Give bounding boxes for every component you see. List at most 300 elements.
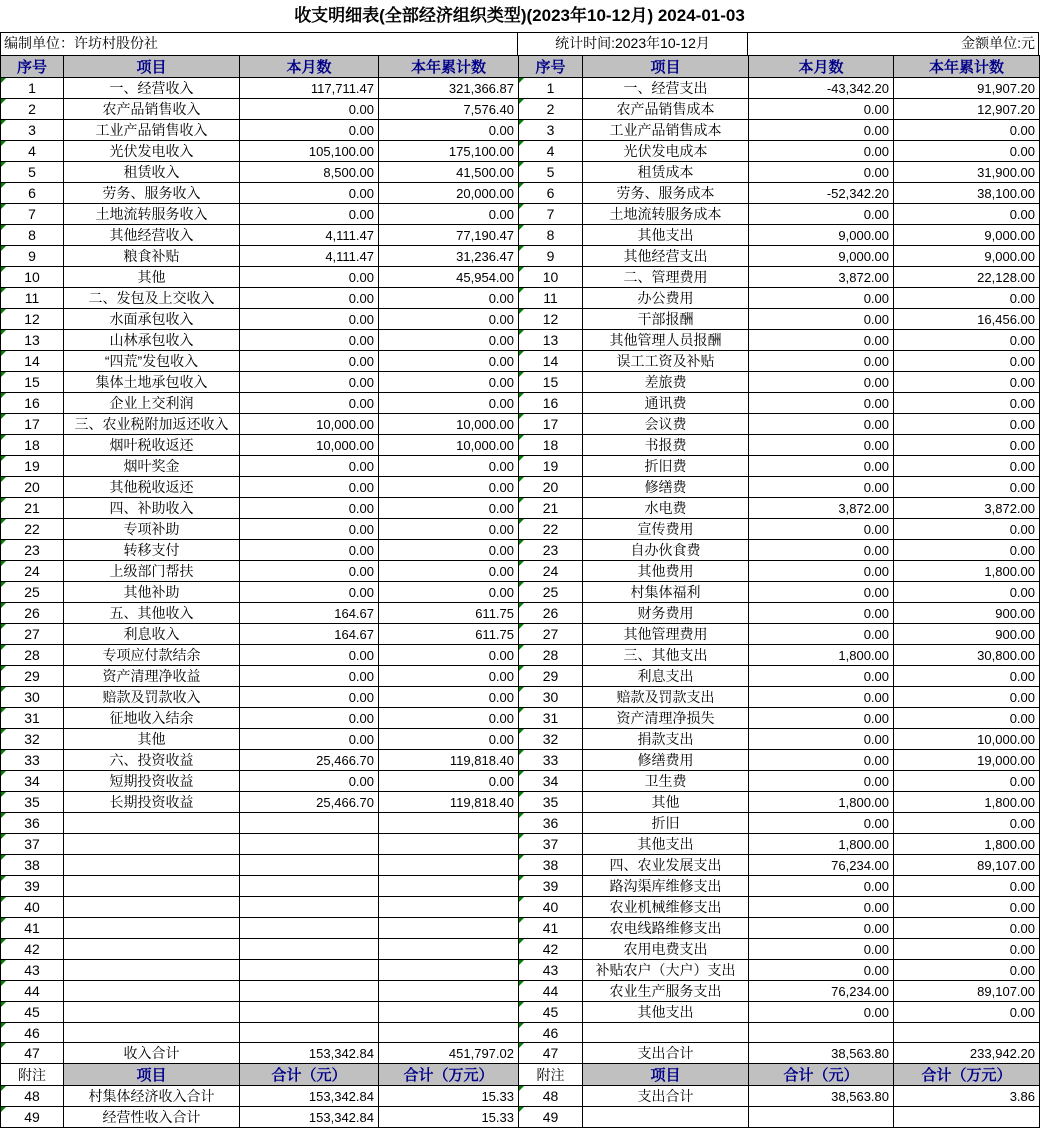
month-amount-cell[interactable] xyxy=(240,981,379,1002)
month-amount-cell[interactable]: 0.00 xyxy=(240,540,379,561)
item-name-cell[interactable]: 书报费 xyxy=(583,435,749,456)
item-name-cell[interactable]: 工业产品销售收入 xyxy=(64,120,240,141)
month-amount-cell[interactable]: 0.00 xyxy=(240,771,379,792)
row-number-cell[interactable] xyxy=(519,708,583,729)
row-number-cell[interactable] xyxy=(1,204,64,225)
year-total-cell[interactable]: 91,907.20 xyxy=(894,78,1040,99)
year-total-cell[interactable]: 611.75 xyxy=(379,603,519,624)
item-name-cell[interactable]: 其他经营支出 xyxy=(583,246,749,267)
row-number-cell[interactable] xyxy=(519,960,583,981)
year-total-cell[interactable] xyxy=(379,1002,519,1023)
year-total-cell[interactable]: 900.00 xyxy=(894,624,1040,645)
row-number-cell[interactable] xyxy=(519,372,583,393)
row-number-cell[interactable] xyxy=(519,267,583,288)
month-amount-cell[interactable]: 0.00 xyxy=(749,372,894,393)
item-name-cell[interactable]: 短期投资收益 xyxy=(64,771,240,792)
month-amount-cell[interactable]: 0.00 xyxy=(240,456,379,477)
row-number-cell[interactable] xyxy=(1,708,64,729)
row-number-cell[interactable] xyxy=(1,603,64,624)
item-name-cell[interactable] xyxy=(64,939,240,960)
year-total-cell[interactable]: 89,107.00 xyxy=(894,855,1040,876)
item-name-cell[interactable]: 上级部门帮扶 xyxy=(64,561,240,582)
row-number-cell[interactable] xyxy=(519,939,583,960)
item-name-cell[interactable]: 企业上交利润 xyxy=(64,393,240,414)
row-number-cell[interactable] xyxy=(519,918,583,939)
row-number-cell[interactable] xyxy=(1,939,64,960)
item-name-cell[interactable]: 路沟渠库维修支出 xyxy=(583,876,749,897)
year-total-cell[interactable]: 0.00 xyxy=(894,414,1040,435)
month-amount-cell[interactable]: 0.00 xyxy=(749,1002,894,1023)
year-total-cell[interactable]: 451,797.02 xyxy=(379,1043,519,1064)
row-number-cell[interactable] xyxy=(1,750,64,771)
month-amount-cell[interactable]: 1,800.00 xyxy=(749,645,894,666)
row-number-cell[interactable] xyxy=(519,897,583,918)
month-amount-cell[interactable]: 0.00 xyxy=(749,960,894,981)
year-total-cell[interactable]: 0.00 xyxy=(894,1002,1040,1023)
item-name-cell[interactable]: 补贴农户（大户）支出 xyxy=(583,960,749,981)
item-name-cell[interactable]: 农电线路维修支出 xyxy=(583,918,749,939)
year-total-cell[interactable]: 0.00 xyxy=(379,456,519,477)
row-number-cell[interactable] xyxy=(519,1107,583,1128)
month-amount-cell[interactable]: 164.67 xyxy=(240,603,379,624)
header-seq-right[interactable]: 序号 xyxy=(519,56,583,78)
month-amount-cell[interactable]: 3,872.00 xyxy=(749,498,894,519)
month-amount-cell[interactable]: 0.00 xyxy=(749,99,894,120)
row-number-cell[interactable] xyxy=(1,771,64,792)
month-amount-cell[interactable]: 0.00 xyxy=(749,141,894,162)
row-number-cell[interactable] xyxy=(519,246,583,267)
month-amount-cell[interactable]: 153,342.84 xyxy=(240,1086,379,1107)
row-number-cell[interactable] xyxy=(519,498,583,519)
row-number-cell[interactable] xyxy=(519,582,583,603)
year-total-cell[interactable]: 22,128.00 xyxy=(894,267,1040,288)
year-total-cell[interactable]: 0.00 xyxy=(894,477,1040,498)
row-number-cell[interactable] xyxy=(519,561,583,582)
item-name-cell[interactable] xyxy=(64,981,240,1002)
year-total-cell[interactable]: 0.00 xyxy=(379,666,519,687)
year-total-cell[interactable]: 0.00 xyxy=(379,519,519,540)
row-number-cell[interactable] xyxy=(1,624,64,645)
year-total-cell[interactable]: 45,954.00 xyxy=(379,267,519,288)
month-amount-cell[interactable]: 153,342.84 xyxy=(240,1107,379,1128)
year-total-cell[interactable]: 3.86 xyxy=(894,1086,1040,1107)
year-total-cell[interactable]: 3,872.00 xyxy=(894,498,1040,519)
month-amount-cell[interactable]: 9,000.00 xyxy=(749,246,894,267)
year-total-cell[interactable]: 0.00 xyxy=(894,687,1040,708)
year-total-cell[interactable]: 0.00 xyxy=(379,771,519,792)
year-total-cell[interactable]: 15.33 xyxy=(379,1107,519,1128)
month-amount-cell[interactable]: -43,342.20 xyxy=(749,78,894,99)
item-name-cell[interactable] xyxy=(64,855,240,876)
year-total-cell[interactable]: 77,190.47 xyxy=(379,225,519,246)
month-amount-cell[interactable]: 0.00 xyxy=(240,99,379,120)
year-total-cell[interactable]: 1,800.00 xyxy=(894,834,1040,855)
row-number-cell[interactable] xyxy=(1,141,64,162)
year-total-cell[interactable] xyxy=(379,1023,519,1043)
item-name-cell[interactable]: 办公费用 xyxy=(583,288,749,309)
item-name-cell[interactable]: 其他费用 xyxy=(583,561,749,582)
item-name-cell[interactable]: 其他税收返还 xyxy=(64,477,240,498)
year-total-cell[interactable]: 1,800.00 xyxy=(894,561,1040,582)
year-total-cell[interactable] xyxy=(379,918,519,939)
item-name-cell[interactable]: 劳务、服务成本 xyxy=(583,183,749,204)
year-total-cell[interactable]: 0.00 xyxy=(894,666,1040,687)
item-name-cell[interactable]: 四、农业发展支出 xyxy=(583,855,749,876)
item-name-cell[interactable]: 财务费用 xyxy=(583,603,749,624)
year-total-cell[interactable]: 0.00 xyxy=(379,708,519,729)
month-amount-cell[interactable]: 0.00 xyxy=(240,561,379,582)
year-total-cell[interactable]: 0.00 xyxy=(379,687,519,708)
item-name-cell[interactable]: 利息支出 xyxy=(583,666,749,687)
year-total-cell[interactable] xyxy=(379,813,519,834)
month-amount-cell[interactable] xyxy=(240,855,379,876)
item-name-cell[interactable]: 误工工资及补贴 xyxy=(583,351,749,372)
item-name-cell[interactable]: 其他管理人员报酬 xyxy=(583,330,749,351)
item-name-cell[interactable]: 六、投资收益 xyxy=(64,750,240,771)
month-amount-cell[interactable]: 117,711.47 xyxy=(240,78,379,99)
month-amount-cell[interactable]: 10,000.00 xyxy=(240,435,379,456)
item-name-cell[interactable]: 专项补助 xyxy=(64,519,240,540)
month-amount-cell[interactable]: 0.00 xyxy=(749,897,894,918)
year-total-cell[interactable]: 0.00 xyxy=(894,288,1040,309)
item-name-cell[interactable]: 修缮费用 xyxy=(583,750,749,771)
row-number-cell[interactable] xyxy=(1,876,64,897)
month-amount-cell[interactable]: 153,342.84 xyxy=(240,1043,379,1064)
row-number-cell[interactable] xyxy=(1,666,64,687)
item-name-cell[interactable]: 粮食补贴 xyxy=(64,246,240,267)
row-number-cell[interactable] xyxy=(519,624,583,645)
row-number-cell[interactable] xyxy=(519,1043,583,1064)
year-total-cell[interactable]: 0.00 xyxy=(379,288,519,309)
month-amount-cell[interactable]: 0.00 xyxy=(749,120,894,141)
item-name-cell[interactable]: 工业产品销售成本 xyxy=(583,120,749,141)
row-number-cell[interactable] xyxy=(519,1086,583,1107)
item-name-cell[interactable]: 五、其他收入 xyxy=(64,603,240,624)
year-total-cell[interactable]: 19,000.00 xyxy=(894,750,1040,771)
month-amount-cell[interactable] xyxy=(749,1107,894,1128)
row-number-cell[interactable] xyxy=(1,729,64,750)
year-total-cell[interactable] xyxy=(894,1107,1040,1128)
note-total-wanyuan-header[interactable]: 合计（万元） xyxy=(379,1064,519,1086)
year-total-cell[interactable] xyxy=(379,834,519,855)
month-amount-cell[interactable]: 1,800.00 xyxy=(749,792,894,813)
row-number-cell[interactable] xyxy=(1,309,64,330)
item-name-cell[interactable] xyxy=(64,813,240,834)
month-amount-cell[interactable]: 10,000.00 xyxy=(240,414,379,435)
item-name-cell[interactable]: 其他 xyxy=(64,729,240,750)
month-amount-cell[interactable]: 0.00 xyxy=(749,477,894,498)
row-number-cell[interactable] xyxy=(1,960,64,981)
year-total-cell[interactable]: 10,000.00 xyxy=(379,414,519,435)
month-amount-cell[interactable]: 4,111.47 xyxy=(240,225,379,246)
row-number-cell[interactable] xyxy=(519,981,583,1002)
item-name-cell[interactable]: 利息收入 xyxy=(64,624,240,645)
year-total-cell[interactable]: 0.00 xyxy=(379,561,519,582)
month-amount-cell[interactable]: 38,563.80 xyxy=(749,1043,894,1064)
year-total-cell[interactable]: 0.00 xyxy=(894,897,1040,918)
row-number-cell[interactable] xyxy=(1,351,64,372)
month-amount-cell[interactable]: 0.00 xyxy=(240,477,379,498)
month-amount-cell[interactable]: 0.00 xyxy=(240,309,379,330)
row-number-cell[interactable] xyxy=(519,183,583,204)
year-total-cell[interactable] xyxy=(379,939,519,960)
year-total-cell[interactable]: 0.00 xyxy=(894,393,1040,414)
row-number-cell[interactable] xyxy=(519,330,583,351)
item-name-cell[interactable]: 四、补助收入 xyxy=(64,498,240,519)
year-total-cell[interactable]: 31,236.47 xyxy=(379,246,519,267)
item-name-cell[interactable]: 支出合计 xyxy=(583,1086,749,1107)
year-total-cell[interactable]: 0.00 xyxy=(379,309,519,330)
year-total-cell[interactable]: 0.00 xyxy=(894,918,1040,939)
item-name-cell[interactable]: 赔款及罚款支出 xyxy=(583,687,749,708)
item-name-cell[interactable]: 三、农业税附加返还收入 xyxy=(64,414,240,435)
row-number-cell[interactable] xyxy=(1,183,64,204)
month-amount-cell[interactable]: 0.00 xyxy=(749,771,894,792)
month-amount-cell[interactable]: 105,100.00 xyxy=(240,141,379,162)
row-number-cell[interactable] xyxy=(1,435,64,456)
month-amount-cell[interactable]: 0.00 xyxy=(240,288,379,309)
month-amount-cell[interactable] xyxy=(749,1023,894,1043)
month-amount-cell[interactable]: 0.00 xyxy=(749,939,894,960)
year-total-cell[interactable]: 1,800.00 xyxy=(894,792,1040,813)
item-name-cell[interactable]: 农业生产服务支出 xyxy=(583,981,749,1002)
year-total-cell[interactable]: 0.00 xyxy=(379,540,519,561)
row-number-cell[interactable] xyxy=(519,771,583,792)
row-number-cell[interactable] xyxy=(1,1002,64,1023)
item-name-cell[interactable]: 通讯费 xyxy=(583,393,749,414)
month-amount-cell[interactable]: 0.00 xyxy=(749,582,894,603)
row-number-cell[interactable] xyxy=(519,99,583,120)
row-number-cell[interactable] xyxy=(519,288,583,309)
year-total-cell[interactable]: 119,818.40 xyxy=(379,750,519,771)
year-total-cell[interactable]: 0.00 xyxy=(379,120,519,141)
statistic-period-cell[interactable]: 统计时间:2023年10-12月 xyxy=(518,33,748,55)
month-amount-cell[interactable]: 25,466.70 xyxy=(240,750,379,771)
item-name-cell[interactable]: 农产品销售收入 xyxy=(64,99,240,120)
year-total-cell[interactable]: 0.00 xyxy=(894,204,1040,225)
year-total-cell[interactable]: 12,907.20 xyxy=(894,99,1040,120)
row-number-cell[interactable] xyxy=(519,1023,583,1043)
year-total-cell[interactable]: 0.00 xyxy=(894,540,1040,561)
month-amount-cell[interactable] xyxy=(240,876,379,897)
item-name-cell[interactable]: 水面承包收入 xyxy=(64,309,240,330)
row-number-cell[interactable] xyxy=(1,855,64,876)
year-total-cell[interactable]: 7,576.40 xyxy=(379,99,519,120)
compiling-unit-cell[interactable]: 编制单位：许坊村股份社 xyxy=(0,33,518,55)
row-number-cell[interactable] xyxy=(519,519,583,540)
item-name-cell[interactable]: 收入合计 xyxy=(64,1043,240,1064)
row-number-cell[interactable] xyxy=(519,540,583,561)
item-name-cell[interactable]: 租赁成本 xyxy=(583,162,749,183)
year-total-cell[interactable]: 0.00 xyxy=(379,582,519,603)
item-name-cell[interactable] xyxy=(64,960,240,981)
row-number-cell[interactable] xyxy=(1,393,64,414)
row-number-cell[interactable] xyxy=(1,330,64,351)
month-amount-cell[interactable]: 0.00 xyxy=(749,666,894,687)
item-name-cell[interactable]: 长期投资收益 xyxy=(64,792,240,813)
month-amount-cell[interactable]: 0.00 xyxy=(749,603,894,624)
row-number-cell[interactable] xyxy=(519,834,583,855)
year-total-cell[interactable]: 10,000.00 xyxy=(894,729,1040,750)
item-name-cell[interactable]: 其他 xyxy=(583,792,749,813)
item-name-cell[interactable] xyxy=(583,1023,749,1043)
month-amount-cell[interactable]: 0.00 xyxy=(749,729,894,750)
item-name-cell[interactable] xyxy=(64,918,240,939)
row-number-cell[interactable] xyxy=(519,225,583,246)
row-number-cell[interactable] xyxy=(1,519,64,540)
year-total-cell[interactable] xyxy=(379,855,519,876)
year-total-cell[interactable]: 0.00 xyxy=(379,645,519,666)
row-number-cell[interactable] xyxy=(1,1023,64,1043)
header-item-right[interactable]: 项目 xyxy=(583,56,749,78)
month-amount-cell[interactable]: 76,234.00 xyxy=(749,855,894,876)
item-name-cell[interactable] xyxy=(64,1023,240,1043)
row-number-cell[interactable] xyxy=(1,561,64,582)
item-name-cell[interactable]: 劳务、服务收入 xyxy=(64,183,240,204)
item-name-cell[interactable]: 卫生费 xyxy=(583,771,749,792)
month-amount-cell[interactable]: 0.00 xyxy=(749,435,894,456)
year-total-cell[interactable] xyxy=(379,897,519,918)
month-amount-cell[interactable] xyxy=(240,1023,379,1043)
year-total-cell[interactable]: 0.00 xyxy=(379,351,519,372)
month-amount-cell[interactable]: 0.00 xyxy=(240,519,379,540)
month-amount-cell[interactable]: 0.00 xyxy=(749,204,894,225)
item-name-cell[interactable] xyxy=(64,834,240,855)
month-amount-cell[interactable]: 164.67 xyxy=(240,624,379,645)
item-name-cell[interactable]: 烟叶奖金 xyxy=(64,456,240,477)
month-amount-cell[interactable]: 8,500.00 xyxy=(240,162,379,183)
year-total-cell[interactable]: 9,000.00 xyxy=(894,246,1040,267)
header-item-left[interactable]: 项目 xyxy=(64,56,240,78)
month-amount-cell[interactable]: 0.00 xyxy=(240,120,379,141)
item-name-cell[interactable] xyxy=(583,1107,749,1128)
row-number-cell[interactable] xyxy=(1,414,64,435)
year-total-cell[interactable]: 175,100.00 xyxy=(379,141,519,162)
item-name-cell[interactable]: 烟叶税收返还 xyxy=(64,435,240,456)
item-name-cell[interactable]: 专项应付款结余 xyxy=(64,645,240,666)
year-total-cell[interactable]: 611.75 xyxy=(379,624,519,645)
year-total-cell[interactable]: 38,100.00 xyxy=(894,183,1040,204)
month-amount-cell[interactable]: 0.00 xyxy=(749,813,894,834)
row-number-cell[interactable] xyxy=(1,120,64,141)
item-name-cell[interactable]: 赔款及罚款收入 xyxy=(64,687,240,708)
year-total-cell[interactable]: 0.00 xyxy=(379,498,519,519)
item-name-cell[interactable]: 集体土地承包收入 xyxy=(64,372,240,393)
row-number-cell[interactable] xyxy=(519,456,583,477)
note-total-yuan-header[interactable]: 合计（元） xyxy=(240,1064,379,1086)
item-name-cell[interactable]: 资产清理净收益 xyxy=(64,666,240,687)
month-amount-cell[interactable]: 0.00 xyxy=(749,624,894,645)
year-total-cell[interactable]: 900.00 xyxy=(894,603,1040,624)
year-total-cell[interactable]: 0.00 xyxy=(894,813,1040,834)
month-amount-cell[interactable]: 0.00 xyxy=(240,582,379,603)
item-name-cell[interactable]: 光伏发电收入 xyxy=(64,141,240,162)
item-name-cell[interactable]: 一、经营收入 xyxy=(64,78,240,99)
header-seq-left[interactable]: 序号 xyxy=(1,56,64,78)
month-amount-cell[interactable]: 0.00 xyxy=(749,162,894,183)
row-number-cell[interactable] xyxy=(1,267,64,288)
row-number-cell[interactable] xyxy=(1,981,64,1002)
year-total-cell[interactable]: 0.00 xyxy=(894,330,1040,351)
row-number-cell[interactable] xyxy=(519,876,583,897)
item-name-cell[interactable]: 土地流转服务成本 xyxy=(583,204,749,225)
row-number-cell[interactable] xyxy=(1,162,64,183)
year-total-cell[interactable]: 0.00 xyxy=(894,708,1040,729)
row-number-cell[interactable] xyxy=(519,750,583,771)
row-number-cell[interactable] xyxy=(519,1002,583,1023)
item-name-cell[interactable]: 干部报酬 xyxy=(583,309,749,330)
month-amount-cell[interactable]: 0.00 xyxy=(749,519,894,540)
month-amount-cell[interactable]: 0.00 xyxy=(749,687,894,708)
month-amount-cell[interactable]: 0.00 xyxy=(240,645,379,666)
year-total-cell[interactable]: 0.00 xyxy=(379,477,519,498)
year-total-cell[interactable] xyxy=(894,1023,1040,1043)
year-total-cell[interactable]: 9,000.00 xyxy=(894,225,1040,246)
year-total-cell[interactable]: 89,107.00 xyxy=(894,981,1040,1002)
year-total-cell[interactable]: 0.00 xyxy=(379,204,519,225)
item-name-cell[interactable]: 山林承包收入 xyxy=(64,330,240,351)
month-amount-cell[interactable]: 0.00 xyxy=(749,309,894,330)
header-year-right[interactable]: 本年累计数 xyxy=(894,56,1040,78)
month-amount-cell[interactable]: 0.00 xyxy=(240,372,379,393)
note-total-yuan-header[interactable]: 合计（元） xyxy=(749,1064,894,1086)
item-name-cell[interactable]: 资产清理净损失 xyxy=(583,708,749,729)
month-amount-cell[interactable]: 3,872.00 xyxy=(749,267,894,288)
month-amount-cell[interactable] xyxy=(240,813,379,834)
row-number-cell[interactable] xyxy=(519,813,583,834)
item-name-cell[interactable]: 捐款支出 xyxy=(583,729,749,750)
row-number-cell[interactable] xyxy=(1,918,64,939)
row-number-cell[interactable] xyxy=(1,477,64,498)
month-amount-cell[interactable]: 0.00 xyxy=(749,561,894,582)
item-name-cell[interactable]: 差旅费 xyxy=(583,372,749,393)
year-total-cell[interactable]: 31,900.00 xyxy=(894,162,1040,183)
row-number-cell[interactable] xyxy=(1,834,64,855)
month-amount-cell[interactable]: 0.00 xyxy=(240,498,379,519)
month-amount-cell[interactable]: 0.00 xyxy=(749,330,894,351)
row-number-cell[interactable] xyxy=(519,141,583,162)
year-total-cell[interactable] xyxy=(379,960,519,981)
row-number-cell[interactable] xyxy=(519,204,583,225)
item-name-cell[interactable]: 折旧费 xyxy=(583,456,749,477)
row-number-cell[interactable] xyxy=(519,666,583,687)
year-total-cell[interactable]: 0.00 xyxy=(894,939,1040,960)
month-amount-cell[interactable]: 0.00 xyxy=(240,183,379,204)
item-name-cell[interactable]: 村集体经济收入合计 xyxy=(64,1086,240,1107)
amount-unit-cell[interactable]: 金额单位:元 xyxy=(748,33,1039,55)
row-number-cell[interactable] xyxy=(1,1086,64,1107)
row-number-cell[interactable] xyxy=(1,1043,64,1064)
item-name-cell[interactable]: 农产品销售成本 xyxy=(583,99,749,120)
item-name-cell[interactable]: 土地流转服务收入 xyxy=(64,204,240,225)
header-month-right[interactable]: 本月数 xyxy=(749,56,894,78)
item-name-cell[interactable]: 会议费 xyxy=(583,414,749,435)
month-amount-cell[interactable]: 0.00 xyxy=(749,351,894,372)
month-amount-cell[interactable]: 0.00 xyxy=(240,666,379,687)
year-total-cell[interactable]: 0.00 xyxy=(894,120,1040,141)
year-total-cell[interactable]: 0.00 xyxy=(894,582,1040,603)
item-name-cell[interactable]: 其他管理费用 xyxy=(583,624,749,645)
month-amount-cell[interactable]: 0.00 xyxy=(240,267,379,288)
year-total-cell[interactable]: 0.00 xyxy=(894,372,1040,393)
row-number-cell[interactable] xyxy=(1,582,64,603)
row-number-cell[interactable] xyxy=(519,393,583,414)
month-amount-cell[interactable]: 0.00 xyxy=(749,540,894,561)
item-name-cell[interactable]: 光伏发电成本 xyxy=(583,141,749,162)
row-number-cell[interactable] xyxy=(519,120,583,141)
item-name-cell[interactable]: “四荒”发包收入 xyxy=(64,351,240,372)
year-total-cell[interactable]: 20,000.00 xyxy=(379,183,519,204)
